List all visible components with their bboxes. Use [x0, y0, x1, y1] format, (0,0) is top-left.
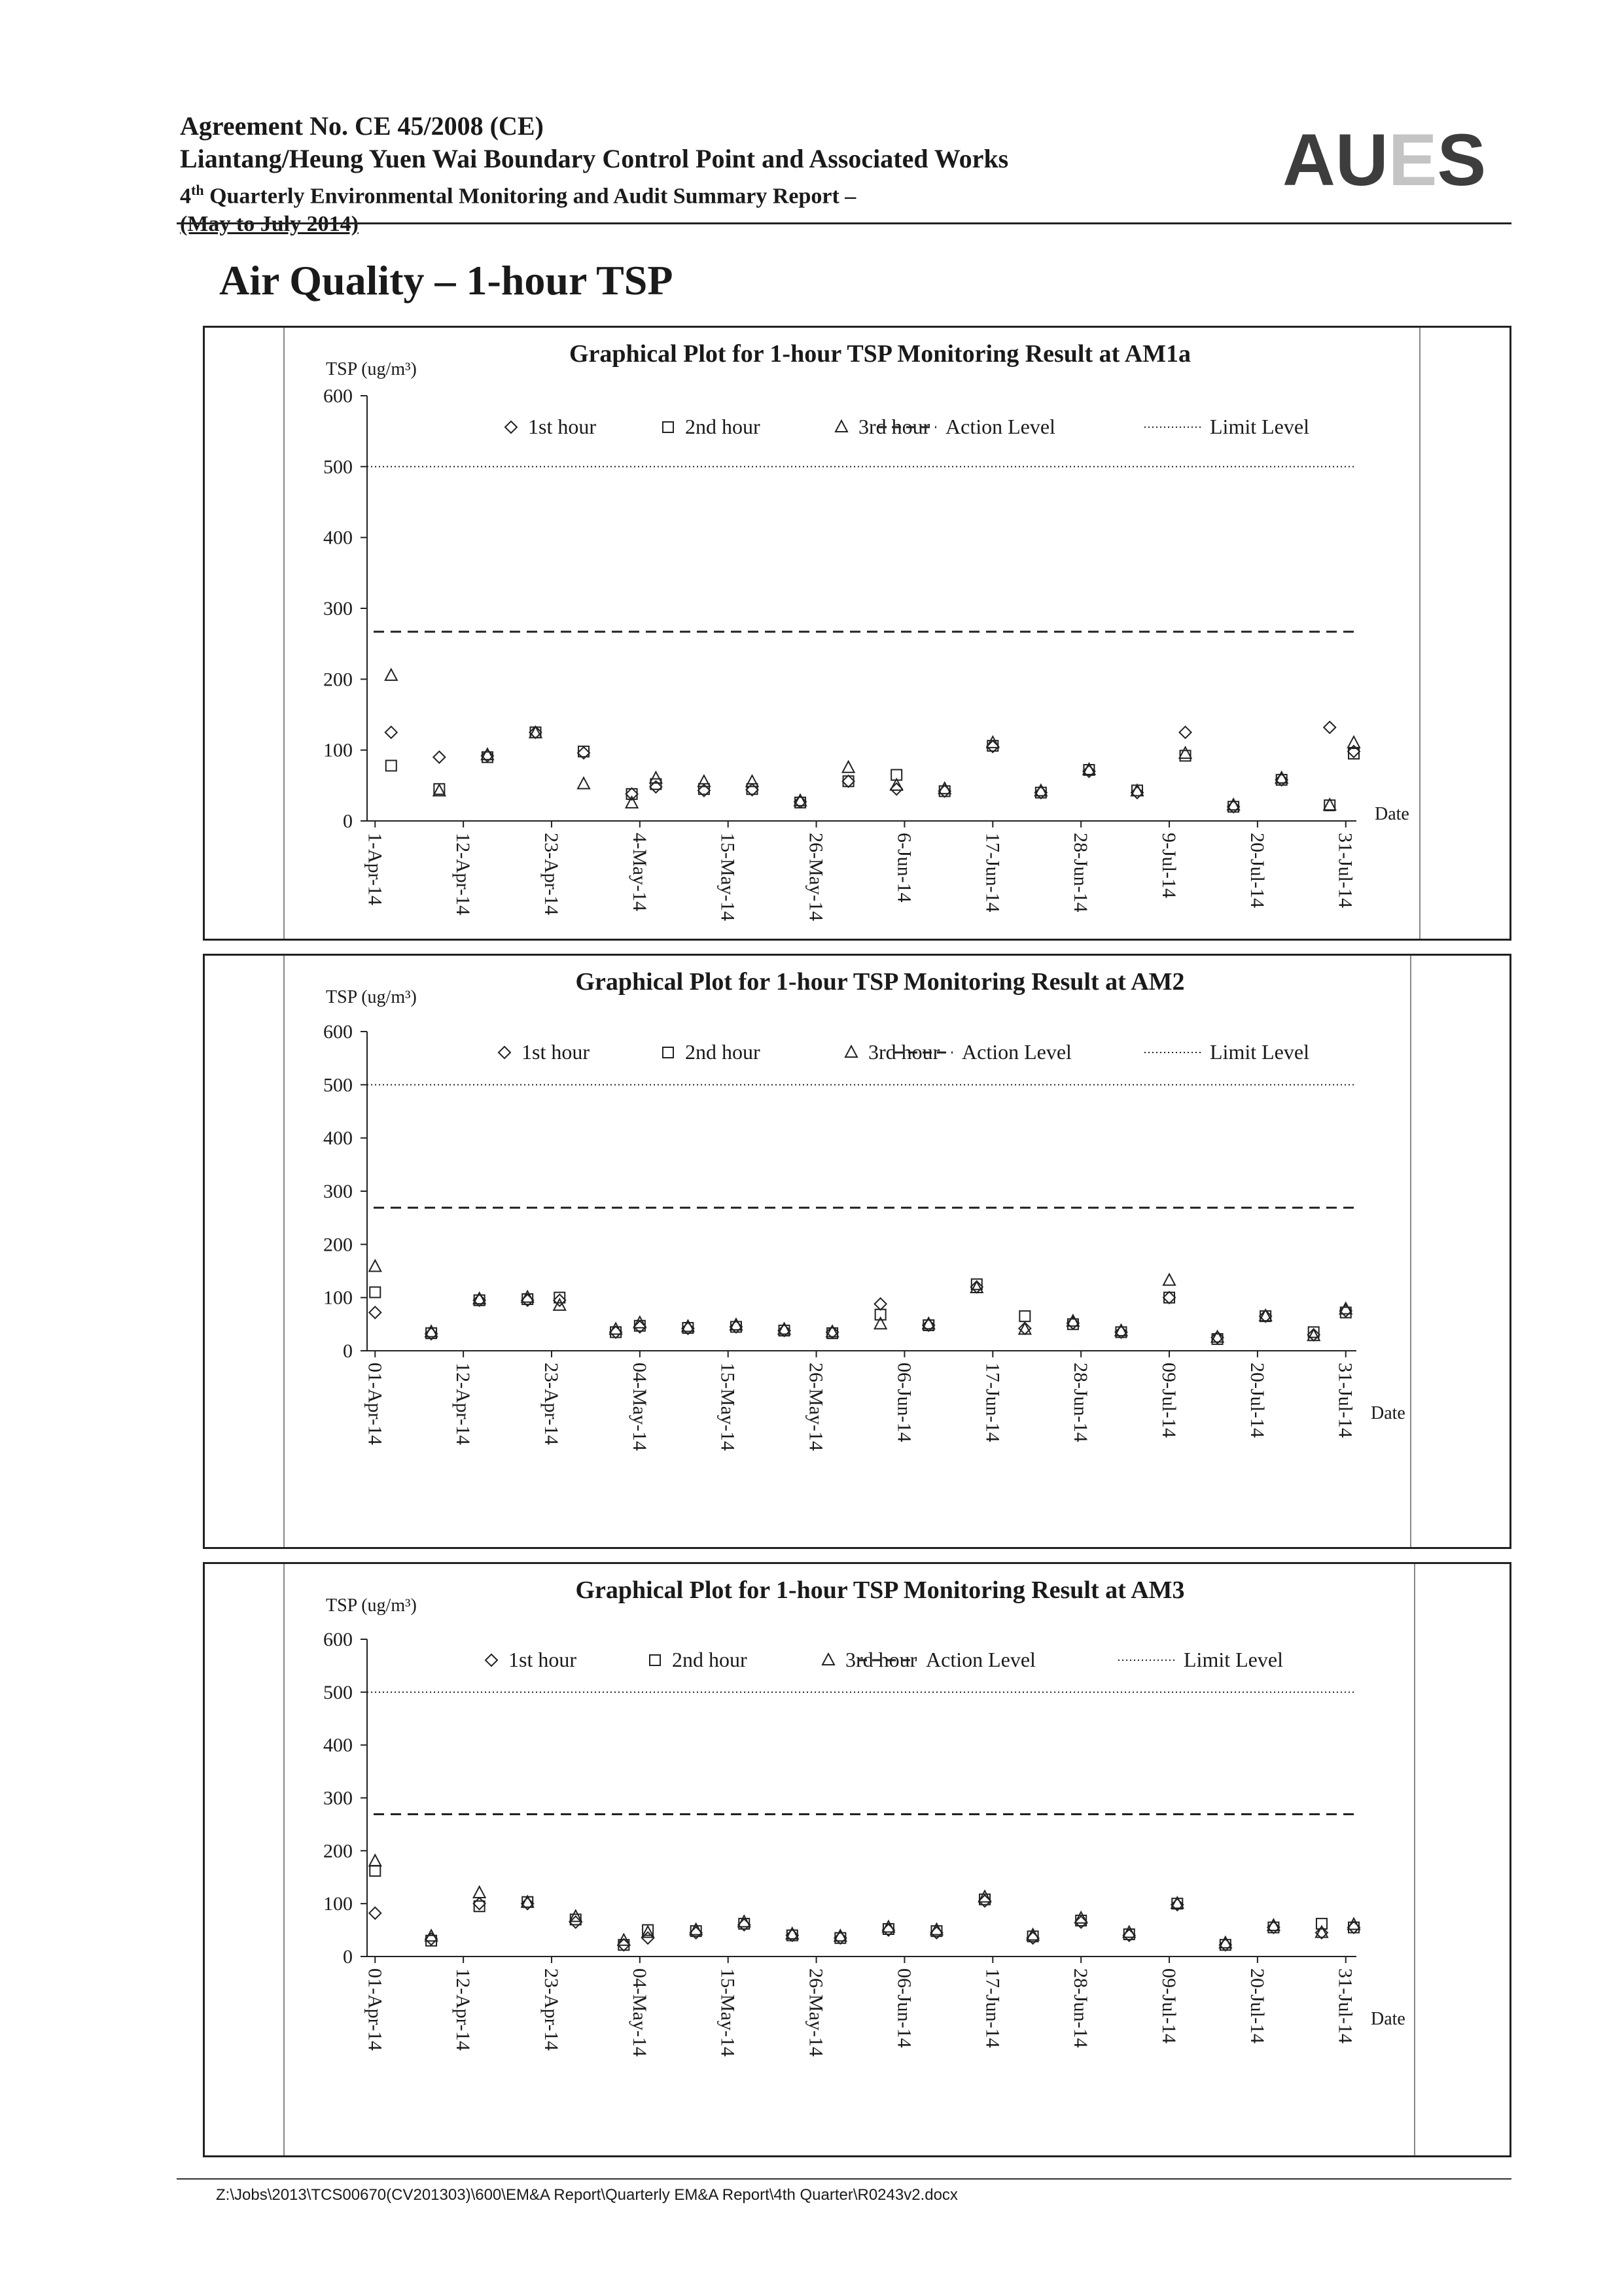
x-tick-label: 6-Jun-14	[893, 833, 915, 903]
marker-3rd-hour	[971, 1281, 983, 1293]
marker-1st-hour	[505, 421, 517, 433]
y-tick-label: 500	[323, 1074, 353, 1096]
marker-1st-hour	[610, 1327, 622, 1338]
x-tick-label: 20-Jul-14	[1246, 1363, 1268, 1438]
legend-label: 2nd hour	[685, 415, 760, 438]
marker-2nd-hour	[370, 1866, 380, 1876]
tsp-chart-am3	[205, 1564, 1509, 2155]
marker-2nd-hour	[940, 786, 950, 797]
marker-2nd-hour	[386, 761, 397, 771]
y-axis-label: TSP (ug/m³)	[326, 359, 417, 379]
x-tick-label: 06-Jun-14	[893, 1363, 915, 1442]
marker-2nd-hour	[1164, 1293, 1174, 1303]
marker-1st-hour	[1324, 722, 1335, 733]
chart-title: Graphical Plot for 1-hour TSP Monitoring Result at AM3	[575, 1576, 1185, 1604]
marker-3rd-hour	[1163, 1274, 1175, 1285]
y-tick-label: 0	[343, 1340, 353, 1362]
marker-3rd-hour	[1019, 1323, 1031, 1334]
y-tick-label: 500	[323, 1681, 353, 1703]
x-tick-label: 17-Jun-14	[981, 833, 1004, 913]
marker-1st-hour	[875, 1298, 887, 1310]
marker-3rd-hour	[843, 761, 855, 773]
marker-1st-hour	[499, 1047, 510, 1058]
x-tick-label: 12-Apr-14	[452, 833, 474, 916]
y-tick-label: 100	[323, 739, 353, 761]
legend-label: Limit Level	[1184, 1648, 1283, 1671]
x-tick-label: 26-May-14	[805, 833, 827, 921]
marker-3rd-hour	[521, 1291, 533, 1302]
x-tick-label: 04-May-14	[628, 1363, 650, 1451]
x-tick-label: 12-Apr-14	[452, 1363, 474, 1446]
file-path: Z:\Jobs\2013\TCS00670(CV201303)\600\EM&A Report\Quarterly EM&A Report\4th Quarter\R0243v2.docx	[216, 2186, 958, 2204]
marker-3rd-hour	[979, 1890, 991, 1902]
x-tick-label: 15-May-14	[716, 833, 739, 921]
legend-label: 3rd hour	[868, 1040, 940, 1064]
marker-3rd-hour	[529, 727, 541, 738]
legend-label: 2nd hour	[672, 1648, 747, 1671]
marker-1st-hour	[1163, 1292, 1175, 1304]
x-tick-label: 4-May-14	[628, 833, 650, 911]
marker-1st-hour	[529, 727, 541, 739]
marker-1st-hour	[843, 775, 855, 787]
agreement-number: Agreement No. CE 45/2008 (CE)	[180, 111, 544, 141]
marker-2nd-hour	[1180, 750, 1191, 761]
legend-label: 3rd hour	[858, 415, 930, 438]
legend-label: Action Level	[962, 1040, 1072, 1064]
footer-divider	[177, 2178, 1511, 2180]
marker-1st-hour	[369, 1907, 381, 1919]
data-points	[369, 1855, 1360, 1951]
marker-1st-hour	[1348, 1922, 1360, 1934]
marker-3rd-hour	[836, 421, 847, 432]
chart-frame-am2	[203, 954, 1511, 1549]
marker-3rd-hour	[610, 1323, 622, 1334]
marker-1st-hour	[433, 752, 445, 763]
x-tick-label: 31-Jul-14	[1334, 1968, 1356, 2044]
logo-letters-3: S	[1437, 123, 1487, 195]
marker-3rd-hour	[578, 778, 590, 789]
legend-label: Limit Level	[1210, 415, 1309, 438]
marker-3rd-hour	[554, 1299, 565, 1310]
x-tick-label: 26-May-14	[805, 1968, 827, 2057]
x-tick-label: 23-Apr-14	[540, 833, 562, 916]
chart-frame-am3	[203, 1562, 1511, 2157]
y-tick-label: 300	[323, 1787, 353, 1809]
marker-2nd-hour	[1019, 1311, 1030, 1321]
x-tick-label: 28-Jun-14	[1070, 1968, 1092, 2048]
legend-label: Limit Level	[1210, 1040, 1309, 1064]
marker-1st-hour	[474, 1898, 485, 1909]
x-tick-label: 01-Apr-14	[364, 1968, 386, 2051]
x-tick-label: 23-Apr-14	[540, 1968, 562, 2051]
y-tick-label: 100	[323, 1287, 353, 1309]
aues-logo	[1282, 123, 1492, 195]
legend-label: 1st hour	[528, 415, 596, 438]
y-tick-label: 400	[323, 1734, 353, 1756]
y-tick-label: 200	[323, 1840, 353, 1862]
y-tick-label: 300	[323, 598, 353, 619]
marker-3rd-hour	[1348, 1919, 1360, 1930]
marker-1st-hour	[626, 788, 638, 800]
y-axis-label: TSP (ug/m³)	[326, 1595, 417, 1616]
marker-1st-hour	[1180, 727, 1192, 739]
x-tick-label: 20-Jul-14	[1246, 833, 1268, 908]
legend-label: Action Level	[945, 415, 1055, 438]
x-tick-label: 17-Jun-14	[981, 1968, 1004, 2048]
chart-title: Graphical Plot for 1-hour TSP Monitoring Result at AM2	[575, 968, 1185, 996]
marker-1st-hour	[485, 1654, 497, 1666]
x-tick-label: 09-Jul-14	[1158, 1363, 1180, 1438]
x-axis-label: Date	[1371, 2009, 1405, 2029]
project-name: Liantang/Heung Yuen Wai Boundary Control Point and Associated Works	[180, 144, 1009, 173]
x-tick-label: 06-Jun-14	[893, 1968, 915, 2048]
y-tick-label: 400	[323, 1127, 353, 1149]
section-title: Air Quality – 1-hour TSP	[219, 257, 673, 304]
report-period: (May to July 2014)	[180, 212, 359, 237]
report-title-suffix: th	[191, 182, 204, 198]
marker-2nd-hour	[663, 1047, 673, 1058]
legend-label: 3rd hour	[845, 1648, 917, 1671]
marker-2nd-hour	[843, 776, 854, 786]
marker-3rd-hour	[738, 1915, 750, 1926]
marker-3rd-hour	[822, 1654, 834, 1665]
logo-text	[1282, 123, 1486, 195]
y-tick-label: 100	[323, 1893, 353, 1915]
marker-3rd-hour	[369, 1855, 381, 1866]
legend-label: 2nd hour	[685, 1040, 760, 1064]
legend-label: 1st hour	[521, 1040, 590, 1064]
x-axis-label: Date	[1375, 804, 1409, 824]
marker-3rd-hour	[690, 1924, 702, 1935]
data-points	[385, 669, 1360, 812]
x-tick-label: 31-Jul-14	[1334, 1363, 1356, 1438]
marker-1st-hour	[369, 1306, 381, 1318]
marker-2nd-hour	[650, 1655, 660, 1665]
x-tick-label: 26-May-14	[805, 1363, 827, 1451]
y-tick-label: 400	[323, 527, 353, 549]
marker-3rd-hour	[1180, 747, 1192, 758]
tsp-chart-am1a	[205, 328, 1509, 939]
x-tick-label: 23-Apr-14	[540, 1363, 562, 1446]
y-tick-label: 200	[323, 669, 353, 691]
legend-label: Action Level	[926, 1648, 1036, 1671]
x-tick-label: 9-Jul-14	[1158, 833, 1180, 898]
x-tick-label: 28-Jun-14	[1070, 833, 1092, 913]
y-tick-label: 600	[323, 1021, 353, 1043]
x-tick-label: 09-Jul-14	[1158, 1968, 1180, 2044]
marker-2nd-hour	[663, 422, 673, 432]
y-tick-label: 300	[323, 1181, 353, 1202]
x-tick-label: 12-Apr-14	[452, 1968, 474, 2051]
report-title	[180, 175, 1227, 211]
y-tick-label: 0	[343, 810, 353, 832]
header-divider	[177, 222, 1511, 224]
report-header	[180, 110, 1227, 237]
x-tick-label: 31-Jul-14	[1334, 833, 1356, 908]
marker-3rd-hour	[845, 1046, 857, 1057]
marker-3rd-hour	[987, 737, 998, 748]
marker-1st-hour	[385, 727, 397, 739]
report-title-number: 4	[180, 184, 191, 209]
x-tick-label: 04-May-14	[628, 1968, 650, 2057]
marker-3rd-hour	[634, 1317, 646, 1328]
x-axis-label: Date	[1371, 1403, 1405, 1423]
marker-3rd-hour	[369, 1260, 381, 1271]
logo-letters-2: E	[1388, 123, 1438, 195]
tsp-chart-am2	[205, 956, 1509, 1547]
y-tick-label: 600	[323, 385, 353, 407]
x-tick-label: 17-Jun-14	[981, 1363, 1004, 1442]
x-tick-label: 1-Apr-14	[364, 833, 386, 906]
marker-3rd-hour	[474, 1887, 485, 1898]
marker-3rd-hour	[930, 1924, 942, 1935]
marker-3rd-hour	[746, 775, 758, 786]
marker-3rd-hour	[1308, 1329, 1320, 1340]
marker-1st-hour	[891, 783, 902, 795]
x-tick-label: 15-May-14	[716, 1968, 739, 2057]
marker-3rd-hour	[1075, 1912, 1087, 1923]
chart-legend	[499, 1040, 1309, 1064]
x-tick-label: 20-Jul-14	[1246, 1968, 1268, 2044]
y-tick-label: 500	[323, 456, 353, 478]
chart-legend	[505, 415, 1309, 438]
marker-3rd-hour	[1123, 1926, 1135, 1938]
marker-2nd-hour	[370, 1287, 380, 1298]
logo-letters-1: AU	[1282, 123, 1388, 195]
x-tick-label: 15-May-14	[716, 1363, 739, 1451]
data-points	[369, 1260, 1351, 1344]
x-tick-label: 28-Jun-14	[1070, 1363, 1092, 1442]
chart-legend	[485, 1648, 1283, 1671]
x-tick-label: 01-Apr-14	[364, 1363, 386, 1446]
marker-3rd-hour	[626, 797, 638, 808]
y-axis-label: TSP (ug/m³)	[326, 987, 417, 1007]
marker-3rd-hour	[1027, 1929, 1039, 1940]
report-title-text: Quarterly Environmental Monitoring and Audit Summary Report –	[203, 184, 856, 209]
y-tick-label: 200	[323, 1234, 353, 1256]
y-tick-label: 0	[343, 1946, 353, 1968]
y-tick-label: 600	[323, 1629, 353, 1650]
marker-3rd-hour	[939, 782, 951, 793]
chart-frame-am1a	[203, 326, 1511, 941]
chart-title: Graphical Plot for 1-hour TSP Monitoring Result at AM1a	[569, 340, 1192, 368]
marker-3rd-hour	[883, 1921, 894, 1932]
marker-3rd-hour	[385, 669, 397, 680]
legend-label: 1st hour	[508, 1648, 576, 1671]
